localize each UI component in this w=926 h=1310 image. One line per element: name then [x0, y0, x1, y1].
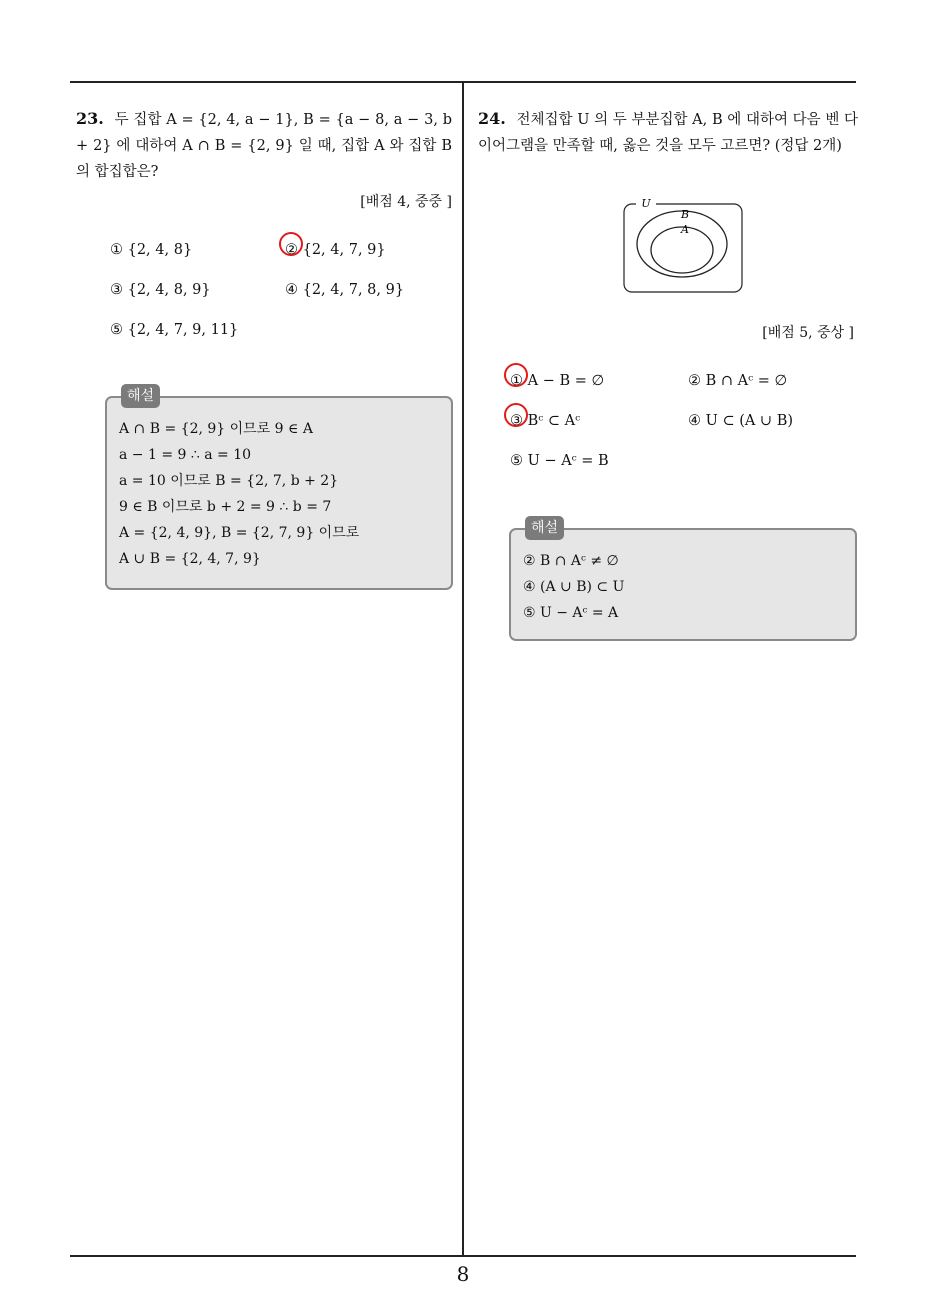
choice-4[interactable]: ④ U ⊂ (A ∪ B)	[688, 413, 794, 429]
explanation-line: A ∩ B = {2, 9} 이므로 9 ∈ A	[119, 421, 313, 437]
explanation-line: A ∪ B = {2, 4, 7, 9}	[119, 551, 261, 567]
score-difficulty: [배점 4, 중중 ]	[360, 194, 452, 210]
venn-label-u: U	[641, 198, 651, 210]
explanation-line: ② B ∩ Aᶜ ≠ ∅	[523, 553, 619, 569]
answer-choices	[510, 368, 854, 474]
question-number: 24.	[478, 109, 506, 128]
explanation-line: ④ (A ∪ B) ⊂ U	[523, 579, 625, 595]
choice-2-label: ② {2, 4, 7, 9}	[285, 242, 386, 258]
question-text: 전체집합 U 의 두 부분집합 A, B 에 대하여 다음 벤 다이어그램을 만족할 때, 옳은 것을 모두 고르면? (정답 2개)	[478, 112, 859, 154]
explanation-tag: 해설	[121, 384, 160, 408]
answer-choices	[110, 237, 452, 343]
choice-5[interactable]: ⑤ {2, 4, 7, 9, 11}	[110, 322, 239, 338]
explanation-box-23	[105, 388, 453, 590]
venn-label-a: A	[681, 223, 689, 236]
explanation-tag: 해설	[525, 516, 564, 540]
question-24-lower	[478, 316, 854, 474]
venn-label-b: B	[680, 208, 690, 221]
choice-1[interactable]	[510, 368, 688, 394]
answer-mark	[504, 363, 528, 387]
explanation-line: 9 ∈ B 이므로 b + 2 = 9 ∴ b = 7	[119, 499, 332, 515]
column-divider	[462, 82, 464, 1256]
choice-3[interactable]: ③ {2, 4, 8, 9}	[110, 282, 211, 298]
question-23	[76, 106, 452, 343]
score-difficulty: [배점 5, 중상 ]	[762, 325, 854, 341]
explanation-box-24	[509, 520, 857, 641]
page-number: 8	[456, 1262, 470, 1286]
choice-2[interactable]	[285, 237, 460, 263]
choice-1-label: ① A − B = ∅	[510, 373, 605, 389]
answer-mark	[279, 232, 303, 256]
choice-4[interactable]: ④ {2, 4, 7, 8, 9}	[285, 282, 405, 298]
question-number: 23.	[76, 109, 104, 128]
explanation-line: a = 10 이므로 B = {2, 7, b + 2}	[119, 473, 339, 489]
answer-mark	[504, 403, 528, 427]
choice-1[interactable]: ① {2, 4, 8}	[110, 242, 193, 258]
venn-diagram	[618, 198, 746, 296]
explanation-line: A = {2, 4, 9}, B = {2, 7, 9} 이므로	[119, 525, 360, 541]
choice-5[interactable]: ⑤ U − Aᶜ = B	[510, 453, 609, 469]
question-text: 두 집합 A = {2, 4, a − 1}, B = {a − 8, a − 3, b + 2} 에 대하여 A ∩ B = {2, 9} 일 때, 집합 A 와 집합 B 의 합집합은?	[76, 112, 452, 180]
choice-3[interactable]	[510, 408, 688, 434]
question-24	[478, 106, 858, 159]
choice-2[interactable]: ② B ∩ Aᶜ = ∅	[688, 373, 788, 389]
choice-3-label: ③ Bᶜ ⊂ Aᶜ	[510, 413, 581, 429]
bottom-rule	[70, 1255, 856, 1257]
explanation-line: a − 1 = 9 ∴ a = 10	[119, 447, 252, 463]
explanation-line: ⑤ U − Aᶜ = A	[523, 605, 619, 621]
